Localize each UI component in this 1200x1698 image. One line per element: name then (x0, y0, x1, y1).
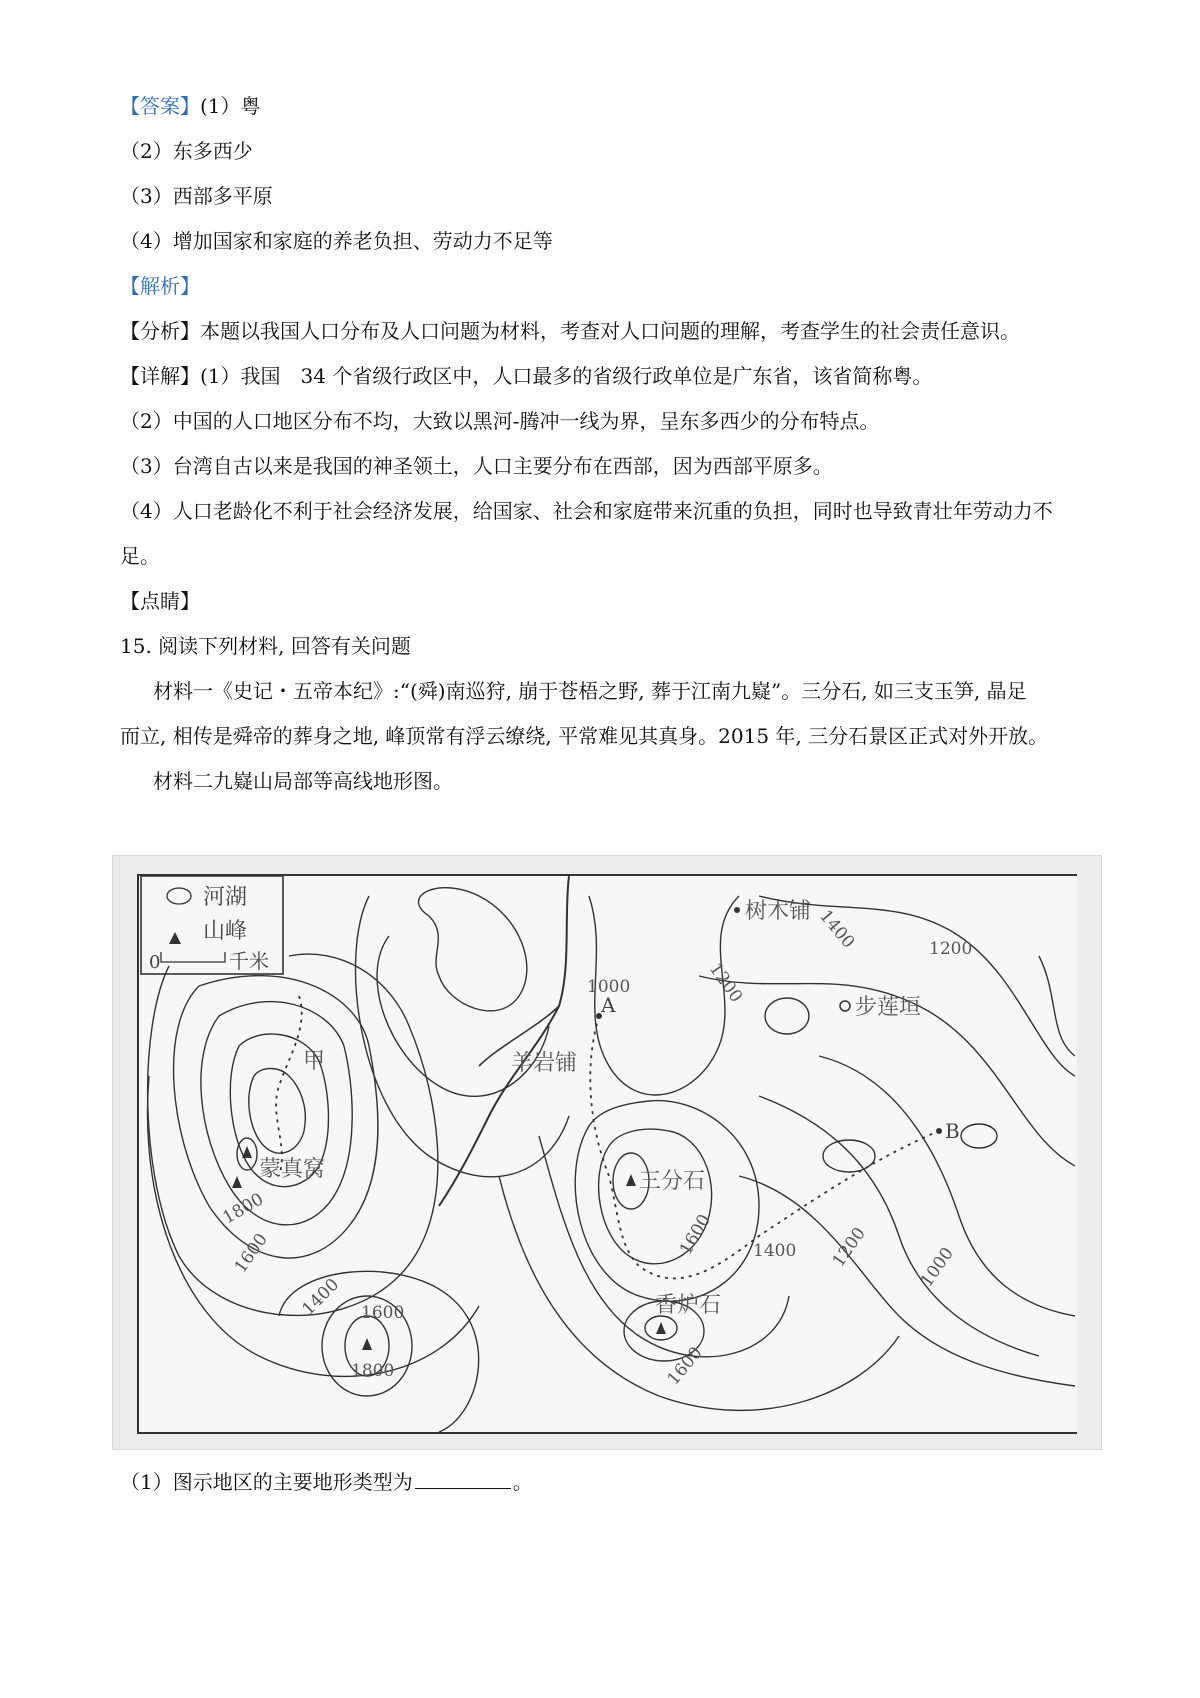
river (439, 876, 569, 1206)
contour-label: 1800 (351, 1361, 395, 1381)
sub-question-1-suffix: 。 (512, 1470, 533, 1494)
fenxi-text: 本题以我国人口分布及人口问题为材料，考查对人口问题的理解，考查学生的社会责任意识。 (200, 319, 1020, 343)
place-xianglushi: 香炉石 (655, 1293, 722, 1318)
xiangjie-1: (1）我国 34 个省级行政区中，人口最多的省级行政单位是广东省，该省简称粤。 (200, 364, 933, 388)
contour-label: 1400 (298, 1274, 344, 1320)
answer-line-1 (120, 92, 261, 120)
fenxi-line (120, 317, 1020, 345)
contour-label: 1600 (361, 1303, 405, 1323)
contour-map (137, 874, 1077, 1434)
contour-label: 1200 (704, 959, 747, 1007)
contour-map-svg (139, 876, 1075, 1432)
xiangjie-3: （3）台湾自古以来是我国的神圣领土，人口主要分布在西部，因为西部平原多。 (120, 454, 833, 478)
xiangjie-tag: 【详解】 (120, 364, 200, 388)
place-sanfenshi: 三分石 (639, 1169, 706, 1194)
contour-line (419, 888, 527, 1011)
legend-scale-zero: 0 (149, 952, 161, 973)
peak-icon (232, 1176, 242, 1188)
contour-label: 1400 (815, 906, 859, 953)
contour-line (819, 1056, 1075, 1316)
xiangjie-2: （2）中国的人口地区分布不均，大致以黑河-腾冲一线为界，呈东多西少的分布特点。 (120, 409, 880, 433)
answer-4: （4）增加国家和家庭的养老负担、劳动力不足等 (120, 229, 553, 253)
dianjing-tag: 【点睛】 (120, 589, 200, 613)
place-shumupu: 树木铺 (745, 899, 812, 924)
place-jia: 甲 (303, 1049, 326, 1074)
fenxi-tag: 【分析】 (120, 319, 200, 343)
legend-peak: 山峰 (203, 919, 248, 944)
analysis-tag: 【解析】 (120, 274, 200, 298)
point-b-marker (936, 1128, 942, 1134)
legend-scale-unit: 千米 (229, 949, 269, 973)
answer-blank[interactable] (415, 1466, 511, 1489)
contour-label: 1200 (828, 1223, 870, 1271)
legend-lake: 河湖 (203, 885, 248, 910)
peak-icon (362, 1338, 372, 1350)
contour-map-frame (112, 855, 1102, 1450)
lake-icon (167, 888, 191, 904)
xiangjie-line (120, 362, 932, 390)
peak-icon (656, 1322, 666, 1334)
contour-line (249, 1069, 306, 1154)
sub-question-1-prefix: （1）图示地区的主要地形类型为 (120, 1470, 413, 1494)
contour-label: 1000 (916, 1243, 958, 1291)
settlement-icon (840, 1001, 850, 1011)
point-b-label: B (945, 1119, 960, 1143)
answer-3: （3）西部多平原 (120, 184, 273, 208)
peak-icon (169, 932, 181, 944)
contour-line (961, 1124, 997, 1148)
contour-label: 1600 (230, 1229, 272, 1277)
contour-line (739, 1176, 1075, 1386)
contour-label: 1400 (753, 1241, 797, 1261)
contour-label: 1200 (929, 939, 973, 959)
contour-label: 1800 (219, 1189, 267, 1229)
question-15-title: 15. 阅读下列材料, 回答有关问题 (120, 634, 411, 658)
peak-icon (242, 1146, 252, 1158)
material-1-line-1: 材料一《史记・五帝本纪》:“(舜)南巡狩, 崩于苍梧之野, 葬于江南九嶷”。三分石, 如三支玉笋, 晶足 (153, 679, 1027, 703)
contour-label: 1600 (663, 1343, 707, 1390)
trail (276, 996, 302, 1176)
trail (590, 1016, 939, 1278)
contour-label: 1600 (676, 1211, 715, 1259)
material-1-line-2: 而立, 相传是舜帝的葬身之地, 峰顶常有浮云缭绕, 平常难见其真身。2015 年, 三分石景区正式对外开放。 (120, 724, 1049, 748)
place-yangyanpu: 羊岩铺 (511, 1051, 578, 1076)
place-yizhenwo: 蒙真窝 (259, 1157, 326, 1182)
contour-line (148, 954, 438, 1315)
answer-tag: 【答案】 (120, 94, 200, 118)
settlement-icon (734, 907, 740, 913)
peak-icon (626, 1174, 636, 1186)
contour-label: 1000 (587, 977, 631, 997)
contour-line (765, 998, 809, 1034)
sub-question-1 (120, 1466, 533, 1496)
place-jiayuan: 步莲垣 (855, 995, 922, 1020)
xiangjie-4b: 足。 (120, 544, 160, 568)
material-2: 材料二九嶷山局部等高线地形图。 (153, 769, 453, 793)
answer-2: （2）东多西少 (120, 139, 253, 163)
point-a-label: A (601, 993, 616, 1017)
scale-bar (161, 952, 225, 962)
answer-1: (1）粤 (200, 94, 261, 118)
contour-line (1039, 956, 1075, 1056)
xiangjie-4a: （4）人口老龄化不利于社会经济发展，给国家、社会和家庭带来沉重的负担，同时也导致青壮年劳动力不 (120, 499, 1053, 523)
